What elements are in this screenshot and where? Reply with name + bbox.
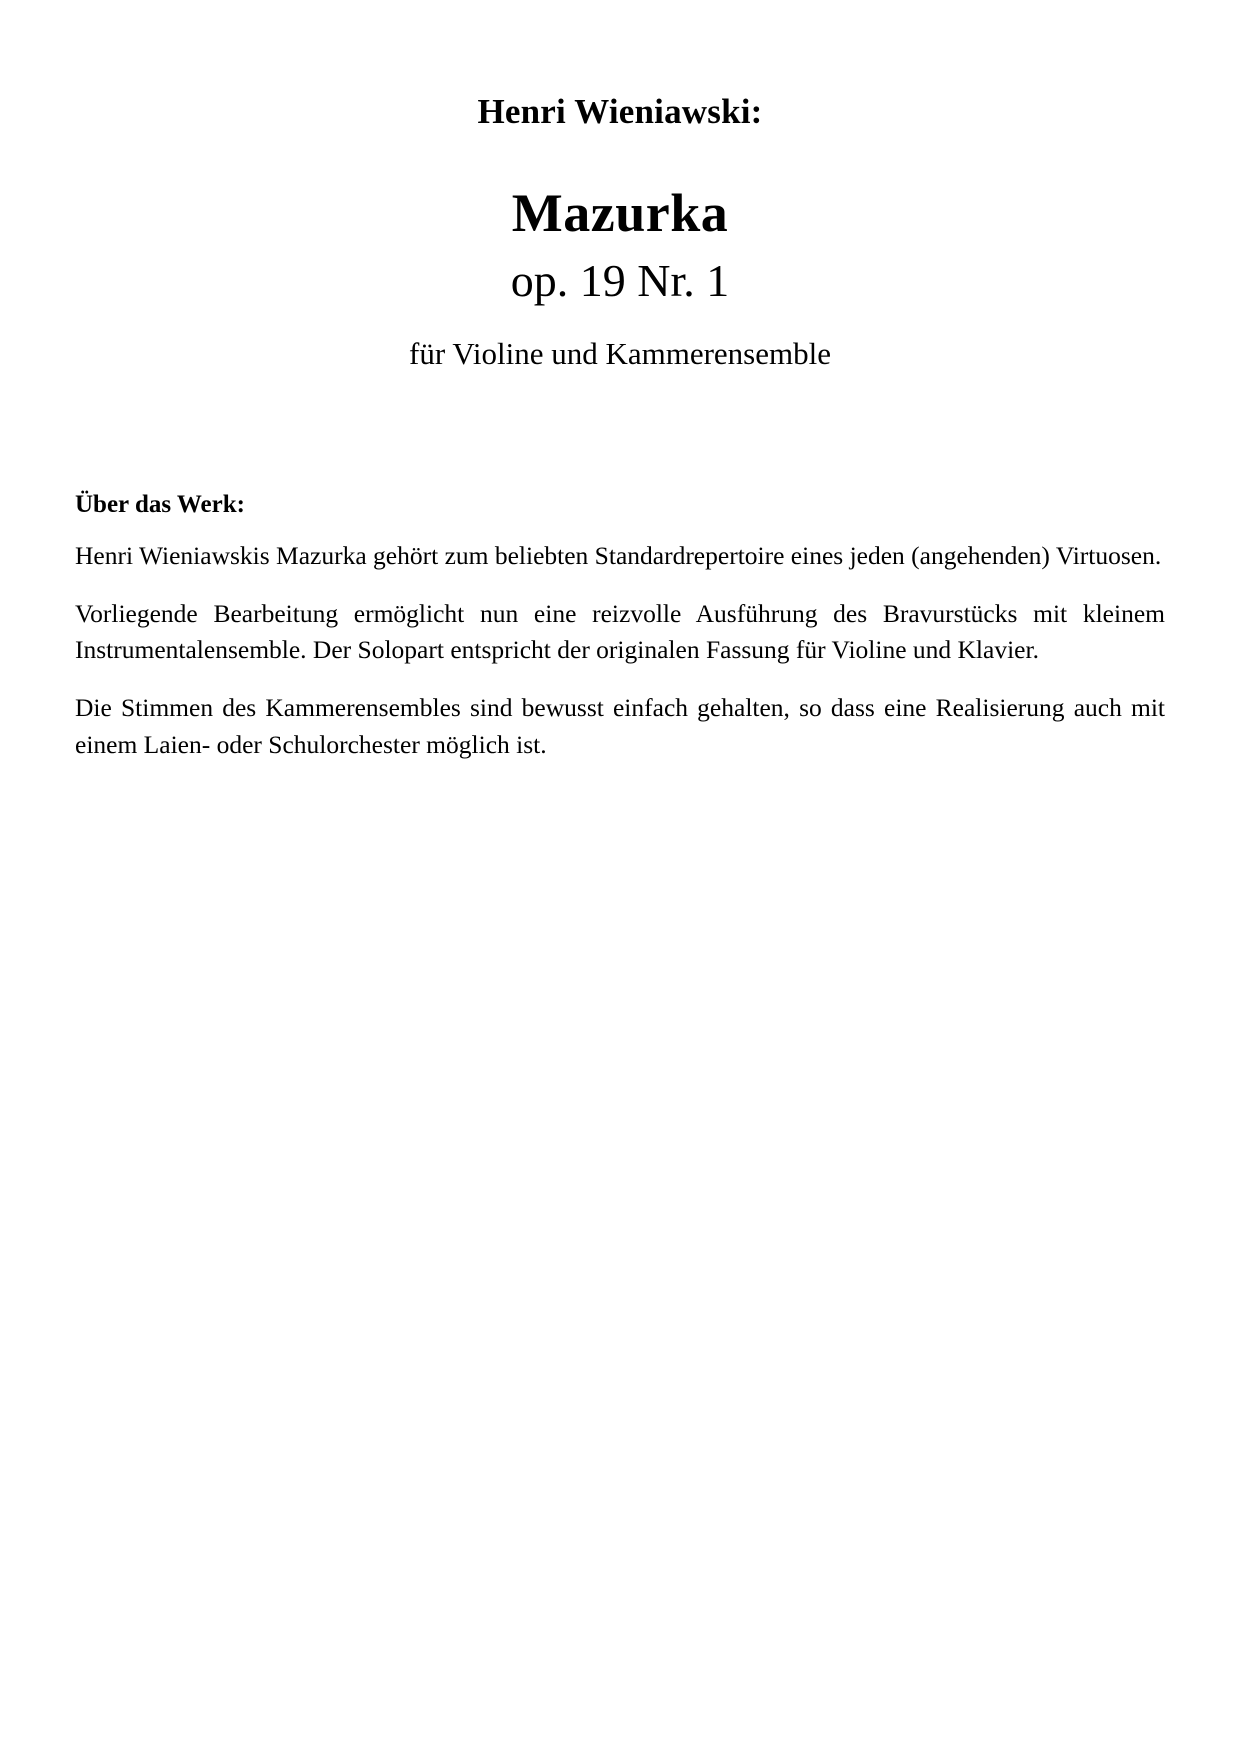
work-title: Mazurka (511, 183, 729, 244)
about-paragraph: Henri Wieniawskis Mazurka gehört zum beliebten Standardrepertoire eines jeden (angehenden) Virtuosen. (75, 540, 1162, 570)
about-section (75, 490, 1165, 763)
about-paragraph: Die Stimmen des Kammerensembles sind bewusst einfach gehalten, so dass eine Realisierung auch mit einem Laien- oder Schulorchester möglich ist. (75, 693, 1165, 759)
title-block (75, 0, 1165, 372)
section-heading: Über das Werk: (75, 490, 245, 518)
about-paragraph: Vorliegende Bearbeitung ermöglicht nun eine reizvolle Ausführung des Bravurstücks mit kleinem Instrumentalensemble. Der Solopart entspricht der originalen Fassung für Violine und Klavier. (75, 599, 1165, 665)
composer-name: Henri Wieniawski: (477, 92, 763, 131)
work-opus-number: op. 19 Nr. 1 (510, 254, 730, 306)
work-subtitle: für Violine und Kammerensemble (409, 336, 831, 372)
